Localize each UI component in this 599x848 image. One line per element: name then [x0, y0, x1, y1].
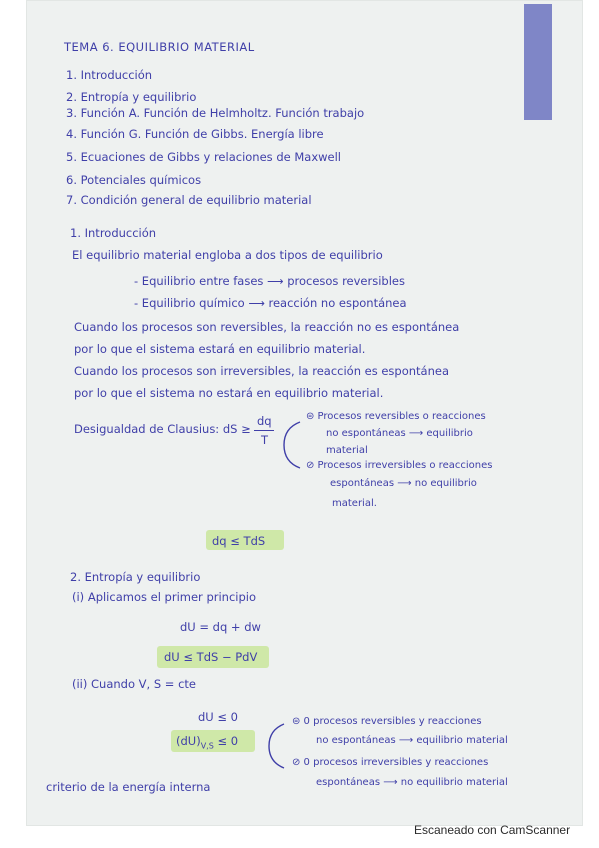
scanner-watermark: Escaneado con CamScanner [414, 823, 571, 837]
internal-energy-criterion: criterio de la energía interna [46, 780, 211, 794]
index-item-5: 5. Ecuaciones de Gibbs y relaciones de Maxwell [66, 150, 341, 164]
section-1-intro: El equilibrio material engloba a dos tipos de equilibrio [72, 248, 383, 262]
du-term: (dU) [176, 734, 201, 748]
step-i: (i) Aplicamos el primer principio [72, 590, 257, 604]
page-title: TEMA 6. EQUILIBRIO MATERIAL [64, 40, 255, 54]
case-reversible-line-1: ⊜ Procesos reversibles o reacciones [306, 411, 486, 422]
clausius-numerator: dq [257, 414, 272, 428]
index-item-6: 6. Potenciales químicos [66, 173, 202, 187]
case-irreversible-line-2: espontáneas ⟶ no equilibrio [330, 478, 477, 489]
index-item-1: 1. Introducción [66, 68, 153, 82]
clausius-inequality: Desigualdad de Clausius: dS ≥ [74, 422, 251, 436]
case-irreversible-line-3: material. [332, 498, 377, 509]
case-reversible-line-3: material [326, 445, 368, 456]
le-zero: ≤ 0 [217, 734, 239, 748]
eq-dq-le-tds: dq ≤ TdS [212, 534, 266, 548]
section-1-heading: 1. Introducción [70, 226, 157, 240]
case-equal-line-2: no espontáneas ⟶ equilibrio material [316, 735, 508, 746]
paragraph-reversible-line-2: por lo que el sistema estará en equilibrio material. [74, 342, 366, 356]
case-irreversible-line-1: ⊘ Procesos irreversibles o reacciones [306, 460, 493, 471]
section-2-heading: 2. Entropía y equilibrio [70, 570, 201, 584]
paragraph-irreversible-line-1: Cuando los procesos son irreversibles, la reacción es espontánea [74, 364, 450, 378]
bracket-clausius [280, 420, 302, 470]
paragraph-reversible-line-1: Cuando los procesos son reversibles, la reacción no es espontánea [74, 320, 460, 334]
clausius-denominator: T [261, 433, 269, 447]
notebook-page [26, 0, 583, 826]
vs-subscript: V,S [200, 741, 214, 751]
index-item-3: 3. Función A. Función de Helmholtz. Función trabajo [66, 106, 365, 120]
bullet-phase-equilibrium: - Equilibrio entre fases ⟶ procesos reversibles [134, 274, 405, 288]
case-equal-line-1: ⊜ 0 procesos reversibles y reacciones [292, 716, 482, 727]
step-ii: (ii) Cuando V, S = cte [72, 677, 196, 691]
eq-first-law: dU = dq + dw [180, 620, 261, 634]
eq-du-le-zero: dU ≤ 0 [198, 710, 238, 724]
page-tab-marker [524, 4, 552, 120]
eq-du-inequality: dU ≤ TdS − PdV [164, 650, 258, 664]
paragraph-irreversible-line-2: por lo que el sistema no estará en equilibrio material. [74, 386, 384, 400]
fraction-bar [254, 430, 274, 431]
bracket-energy [264, 722, 286, 770]
case-less-line-1: ⊘ 0 procesos irreversibles y reacciones [292, 757, 489, 768]
eq-du-vs [176, 734, 238, 750]
case-reversible-line-2: no espontáneas ⟶ equilibrio [326, 428, 473, 439]
index-item-7: 7. Condición general de equilibrio material [66, 193, 312, 207]
index-item-4: 4. Función G. Función de Gibbs. Energía libre [66, 127, 324, 141]
bullet-chemical-equilibrium: - Equilibrio químico ⟶ reacción no espontánea [134, 296, 407, 310]
index-item-2: 2. Entropía y equilibrio [66, 90, 197, 104]
case-less-line-2: espontáneas ⟶ no equilibrio material [316, 777, 508, 788]
